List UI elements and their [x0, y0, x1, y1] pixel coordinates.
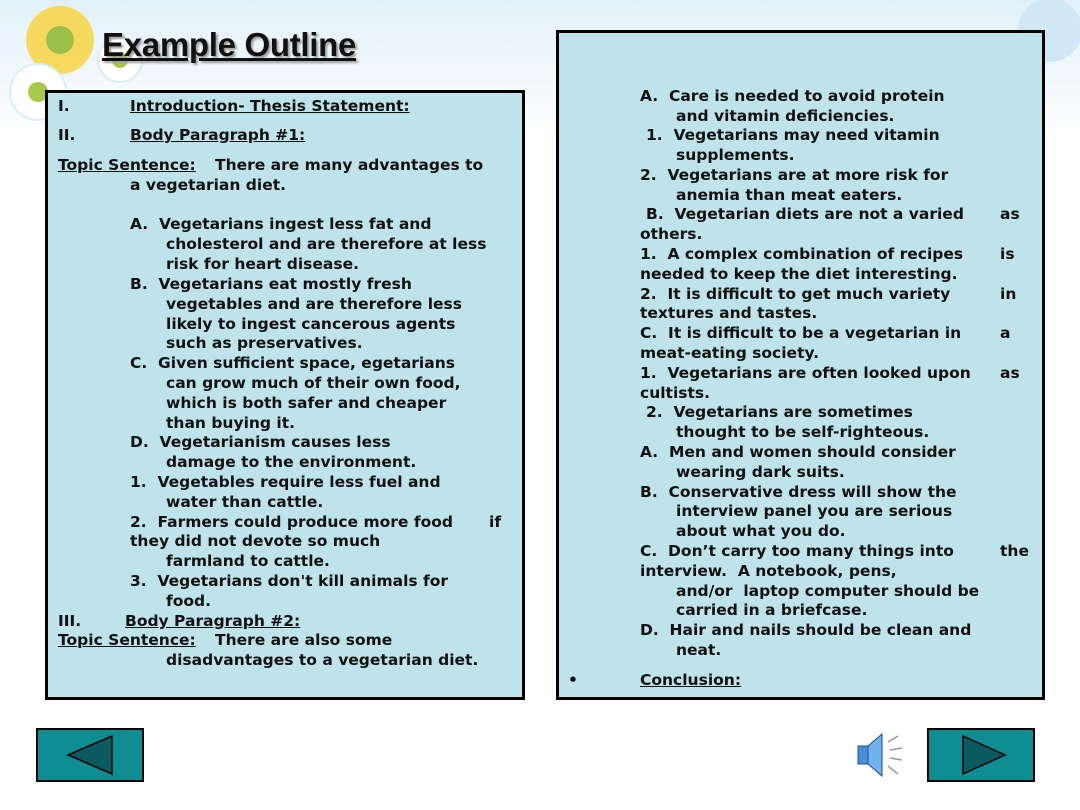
outline-line: interview. A notebook, pens, [640, 562, 897, 580]
outline-line: in [1000, 285, 1017, 303]
topic-sentence-label: Topic Sentence: [58, 156, 196, 174]
outline-line: than buying it. [166, 414, 296, 432]
outline-line: and vitamin deficiencies. [676, 107, 895, 125]
outline-line: 2. Vegetarians are at more risk for [640, 166, 949, 184]
outline-line: damage to the environment. [166, 453, 417, 471]
outline-line: 1. Vegetarians are often looked upon [640, 364, 971, 382]
outline-line: risk for heart disease. [166, 255, 360, 273]
outline-line: thought to be self-righteous. [676, 423, 930, 441]
topic-sentence-label: Topic Sentence: [58, 631, 196, 649]
outline-numeral: II. [58, 126, 76, 144]
outline-line: which is both safer and cheaper [166, 394, 447, 412]
outline-line: D. Hair and nails should be clean and [640, 621, 972, 639]
outline-line: 3. Vegetarians don't kill animals for [130, 572, 449, 590]
outline-line: A. Vegetarians ingest less fat and [130, 215, 432, 233]
outline-heading: Introduction- Thesis Statement: [130, 97, 410, 115]
outline-line: 1. A complex combination of recipes [640, 245, 964, 263]
conclusion-heading: Conclusion: [640, 671, 742, 689]
outline-line: cultists. [640, 384, 711, 402]
outline-numeral: III. [58, 612, 82, 630]
outline-line: vegetables and are therefore less [166, 295, 462, 313]
outline-line: supplements. [676, 146, 795, 164]
outline-line: 2. Vegetarians are sometimes [646, 403, 913, 421]
previous-slide-button[interactable] [36, 728, 144, 782]
outline-line: B. Vegetarians eat mostly fresh [130, 275, 412, 293]
outline-line: they did not devote so much [130, 532, 381, 550]
outline-line: farmland to cattle. [166, 552, 330, 570]
next-slide-button[interactable] [927, 728, 1035, 782]
outline-line: food. [166, 592, 212, 610]
outline-line: A. Men and women should consider [640, 443, 956, 461]
outline-line: about what you do. [676, 522, 846, 540]
outline-line: disadvantages to a vegetarian diet. [166, 651, 479, 669]
outline-numeral: I. [58, 97, 70, 115]
outline-line: B. Conservative dress will show the [640, 483, 957, 501]
slide-title: Example Outline [102, 26, 357, 63]
outline-line: such as preservatives. [166, 334, 363, 352]
outline-line: B. Vegetarian diets are not a varied [646, 205, 964, 223]
outline-line: if [489, 513, 502, 531]
outline-line: likely to ingest cancerous agents [166, 315, 456, 333]
outline-line: There are many advantages to [215, 156, 484, 174]
outline-line: is [1000, 245, 1015, 263]
outline-line: a [1000, 324, 1011, 342]
outline-line: others. [640, 225, 703, 243]
outline-heading: Body Paragraph #2: [125, 612, 301, 630]
outline-heading: Body Paragraph #1: [130, 126, 306, 144]
outline-line: needed to keep the diet interesting. [640, 265, 958, 283]
outline-line: water than cattle. [166, 493, 324, 511]
outline-line: interview panel you are serious [676, 502, 953, 520]
outline-line: a vegetarian diet. [130, 176, 287, 194]
bullet-icon: • [568, 671, 578, 689]
outline-line: wearing dark suits. [676, 463, 845, 481]
outline-line: neat. [676, 641, 722, 659]
speaker-icon[interactable] [852, 728, 908, 782]
outline-line: C. Given sufficient space, egetarians [130, 354, 455, 372]
outline-line: cholesterol and are therefore at less [166, 235, 487, 253]
outline-line: 1. Vegetables require less fuel and [130, 473, 441, 491]
outline-line: D. Vegetarianism causes less [130, 433, 391, 451]
outline-line: 2. Farmers could produce more food [130, 513, 453, 531]
outline-line: as [1000, 364, 1020, 382]
outline-line: There are also some [215, 631, 393, 649]
outline-line: and/or laptop computer should be [676, 582, 980, 600]
right-triangle-icon [929, 730, 1033, 780]
outline-line: can grow much of their own food, [166, 374, 461, 392]
outline-line: C. Don’t carry too many things into [640, 542, 954, 560]
outline-line: the [1000, 542, 1029, 560]
outline-line: anemia than meat eaters. [676, 186, 903, 204]
left-triangle-icon [38, 730, 142, 780]
outline-line: as [1000, 205, 1020, 223]
outline-line: 1. Vegetarians may need vitamin [646, 126, 940, 144]
outline-line: A. Care is needed to avoid protein [640, 87, 945, 105]
outline-line: C. It is difficult to be a vegetarian in [640, 324, 962, 342]
outline-line: textures and tastes. [640, 304, 818, 322]
outline-line: carried in a briefcase. [676, 601, 868, 619]
outline-line: meat-eating society. [640, 344, 820, 362]
outline-line: 2. It is difficult to get much variety [640, 285, 951, 303]
